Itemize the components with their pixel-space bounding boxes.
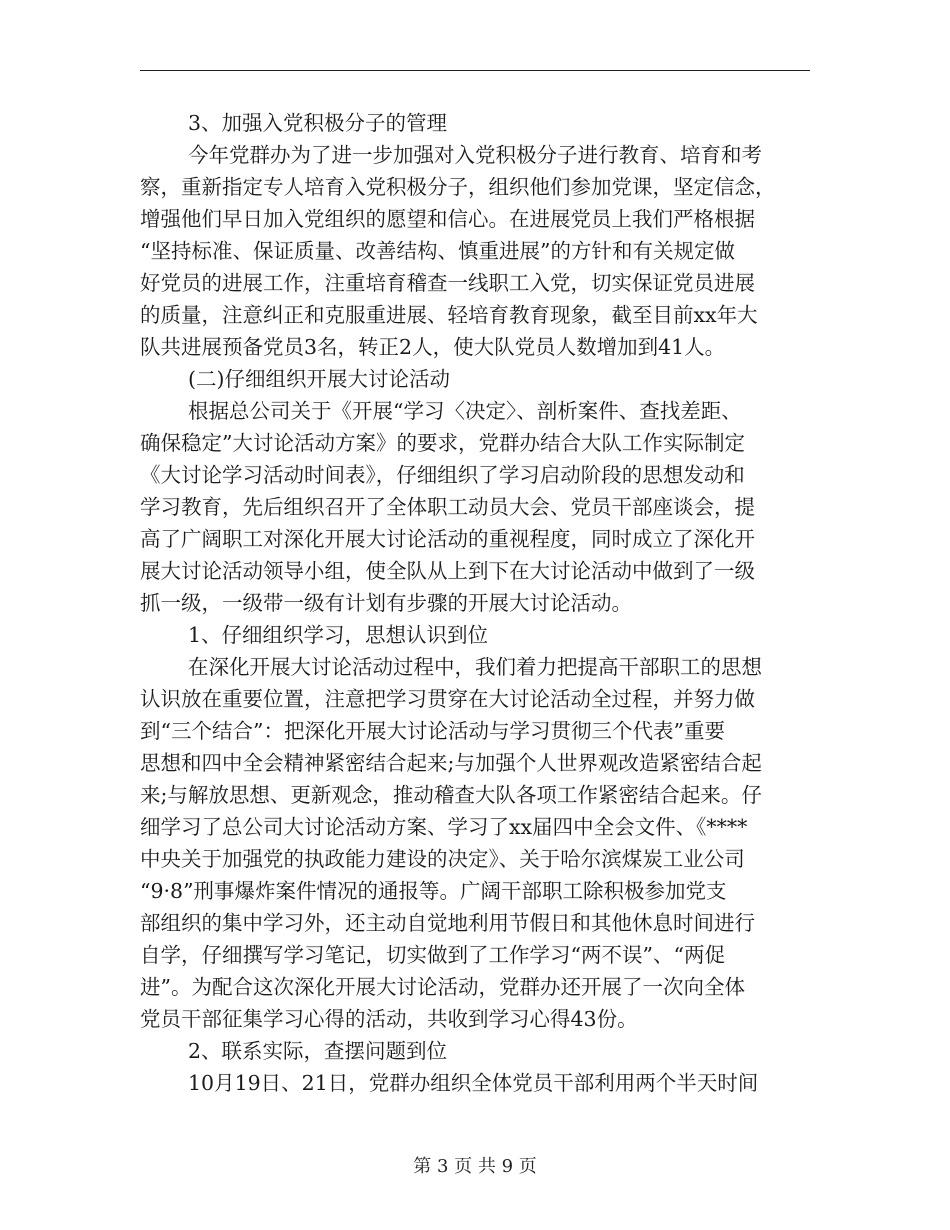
paragraph-line: 好党员的进展工作，注重培育稽查一线职工入党，切实保证党员进展 xyxy=(140,271,755,295)
paragraph-line: 展大讨论活动领导小组，使全队从上到下在大讨论活动中做到了一级 xyxy=(140,559,755,583)
paragraph-line: 思想和四中全会精神紧密结合起来;与加强个人世界观改造紧密结合起 xyxy=(140,751,762,775)
paragraph-line: 到“三个结合”：把深化开展大讨论活动与学习贯彻三个代表”重要 xyxy=(140,719,725,743)
paragraph-line: 根据总公司关于《开展“学习〈决定〉、剖析案件、查找差距、 xyxy=(188,399,742,423)
paragraph-line: 队共进展预备党员3名，转正2人，使大队党员人数增加到41人。 xyxy=(140,335,726,359)
paragraph-line: 1、仔细组织学习，思想认识到位 xyxy=(188,623,489,647)
paragraph-line: 学习教育，先后组织召开了全体职工动员大会、党员干部座谈会，提 xyxy=(140,495,755,519)
paragraph-line: 《大讨论学习活动时间表》，仔细组织了学习启动阶段的思想发动和 xyxy=(140,463,745,487)
paragraph-line: 的质量，注意纠正和克服重进展、轻培育教育现象，截至目前xx年大 xyxy=(140,303,758,327)
paragraph-line: 来;与解放思想、更新观念，推动稽查大队各项工作紧密结合起来。仔 xyxy=(140,783,762,807)
paragraph-line: 中央关于加强党的执政能力建设的决定》、关于哈尔滨煤炭工业公司 xyxy=(140,847,745,871)
page-number: 第 3 页 共 9 页 xyxy=(413,1156,537,1177)
document-body xyxy=(140,107,810,1099)
paragraph-line: 抓一级，一级带一级有计划有步骤的开展大讨论活动。 xyxy=(140,591,632,615)
paragraph-line: 部组织的集中学习外，还主动自觉地利用节假日和其他休息时间进行 xyxy=(140,911,755,935)
paragraph-line: “坚持标准、保证质量、改善结构、慎重进展”的方针和有关规定做 xyxy=(140,239,735,263)
paragraph-line: 10月19日、21日，党群办组织全体党员干部利用两个半天时间 xyxy=(188,1071,759,1095)
paragraph-line: 自学，仔细撰写学习笔记，切实做到了工作学习“两不误”、“两促 xyxy=(140,943,725,967)
paragraph-line: 察，重新指定专人培育入党积极分子，组织他们参加党课，坚定信念， xyxy=(140,175,776,199)
header-rule xyxy=(140,70,810,71)
paragraph-line: 增强他们早日加入党组织的愿望和信心。在进展党员上我们严格根据 xyxy=(140,207,755,231)
paragraph-line: “9·8”刑事爆炸案件情况的通报等。广阔干部职工除积极参加党支 xyxy=(140,879,727,903)
paragraph-line: (二)仔细组织开展大讨论活动 xyxy=(188,367,450,391)
paragraph-line: 2、联系实际，查摆问题到位 xyxy=(188,1039,448,1063)
paragraph-line: 在深化开展大讨论活动过程中，我们着力把提高干部职工的思想 xyxy=(188,655,762,679)
paragraph-line: 细学习了总公司大讨论活动方案、学习了xx届四中全会文件、《**** xyxy=(140,815,748,839)
paragraph-line: 进”。为配合这次深化开展大讨论活动，党群办还开展了一次向全体 xyxy=(140,975,745,999)
paragraph-line: 今年党群办为了进一步加强对入党积极分子进行教育、培育和考 xyxy=(188,143,762,167)
paragraph-line: 高了广阔职工对深化开展大讨论活动的重视程度，同时成立了深化开 xyxy=(140,527,755,551)
paragraph-line: 确保稳定”大讨论活动方案》的要求，党群办结合大队工作实际制定 xyxy=(140,431,745,455)
paragraph-line: 3、加强入党积极分子的管理 xyxy=(188,111,448,135)
paragraph-line: 党员干部征集学习心得的活动，共收到学习心得43份。 xyxy=(140,1007,638,1031)
paragraph-line: 认识放在重要位置，注意把学习贯穿在大讨论活动全过程，并努力做 xyxy=(140,687,755,711)
